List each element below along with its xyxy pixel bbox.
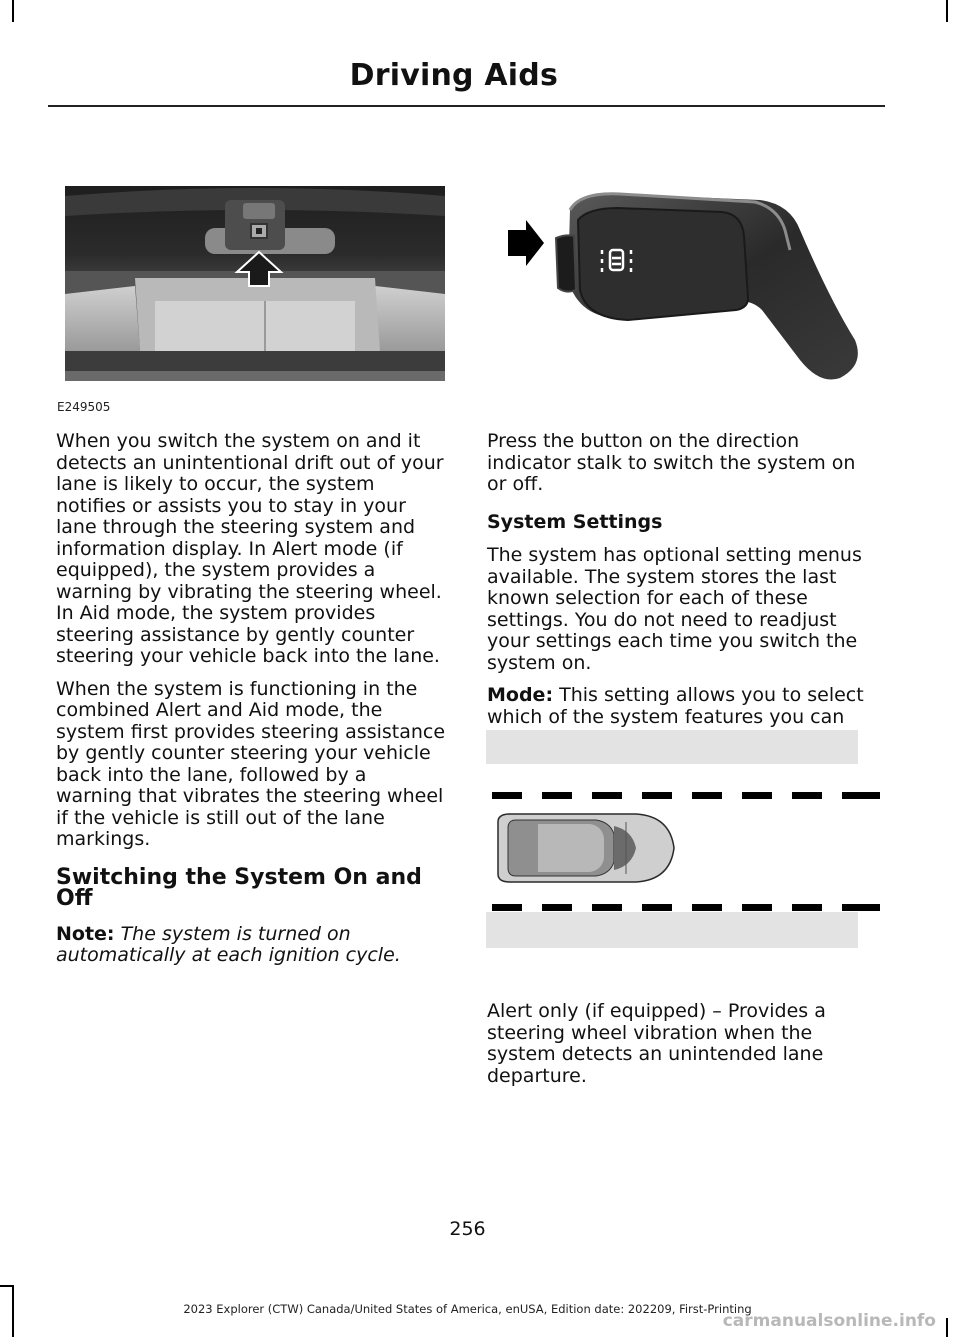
watermark: carmanualsonline.info	[722, 1311, 936, 1331]
crop-mark-top-right-v	[946, 0, 948, 22]
mode-text: This setting allows you to select which of the system features you can	[487, 684, 864, 728]
settings-paragraph: The system has optional setting menus available. The system stores the last known selection for each of these settings. You do not need to readjust your settings each time you switch the system on.	[487, 544, 862, 674]
section-heading-switching: Switching the System On and Off	[56, 864, 422, 911]
header-divider	[48, 105, 885, 107]
left-column	[56, 431, 448, 978]
car-top-view	[498, 814, 674, 882]
intro-paragraph: When you switch the system on and it detects an unintentional drift out of your lane is likely to occur, the system notifies or assists you to stay in your lane through the steering system and information display. In Alert mode (if equipped), the system provides a warning by vibrating the steering wheel. In Aid mode, the system provides steering assistance by gently counter steering your vehicle back into the lane.	[56, 430, 444, 667]
footer-edition-text: 2023 Explorer (CTW) Canada/United States of America, enUSA, Edition date: 202209, First-Printing	[183, 1302, 752, 1316]
page-number: 256	[449, 1218, 486, 1240]
right-column	[487, 431, 880, 761]
note-text: The system is turned on automatically at each ignition cycle.	[56, 922, 401, 966]
crop-mark-bottom-left-h	[0, 1285, 14, 1287]
press-button-paragraph: Press the button on the direction indicator stalk to switch the system on or off.	[487, 430, 856, 495]
section-heading-settings: System Settings	[487, 510, 663, 533]
lane-car-illustration	[486, 730, 880, 948]
note-paragraph	[56, 924, 448, 967]
combined-mode-paragraph: When the system is functioning in the combined Alert and Aid mode, the system first provides steering assistance by gently counter steering your vehicle back into the lane, followed by a warning that vibrates the steering wheel if the vehicle is still out of the lane markings.	[56, 677, 446, 850]
alert-only-paragraph: Alert only (if equipped) – Provides a steering wheel vibration when the system detects an unintended lane departure.	[487, 1000, 826, 1087]
note-label: Note:	[56, 922, 115, 945]
crop-mark-top-left-v	[12, 0, 14, 22]
windshield-camera-illustration	[65, 186, 445, 381]
direction-stalk-illustration	[500, 190, 865, 385]
figure-code: E249505	[57, 400, 111, 414]
crop-mark-bottom-right-v	[946, 1318, 948, 1337]
page-title: Driving Aids	[349, 58, 558, 93]
mode-label: Mode:	[487, 684, 554, 706]
